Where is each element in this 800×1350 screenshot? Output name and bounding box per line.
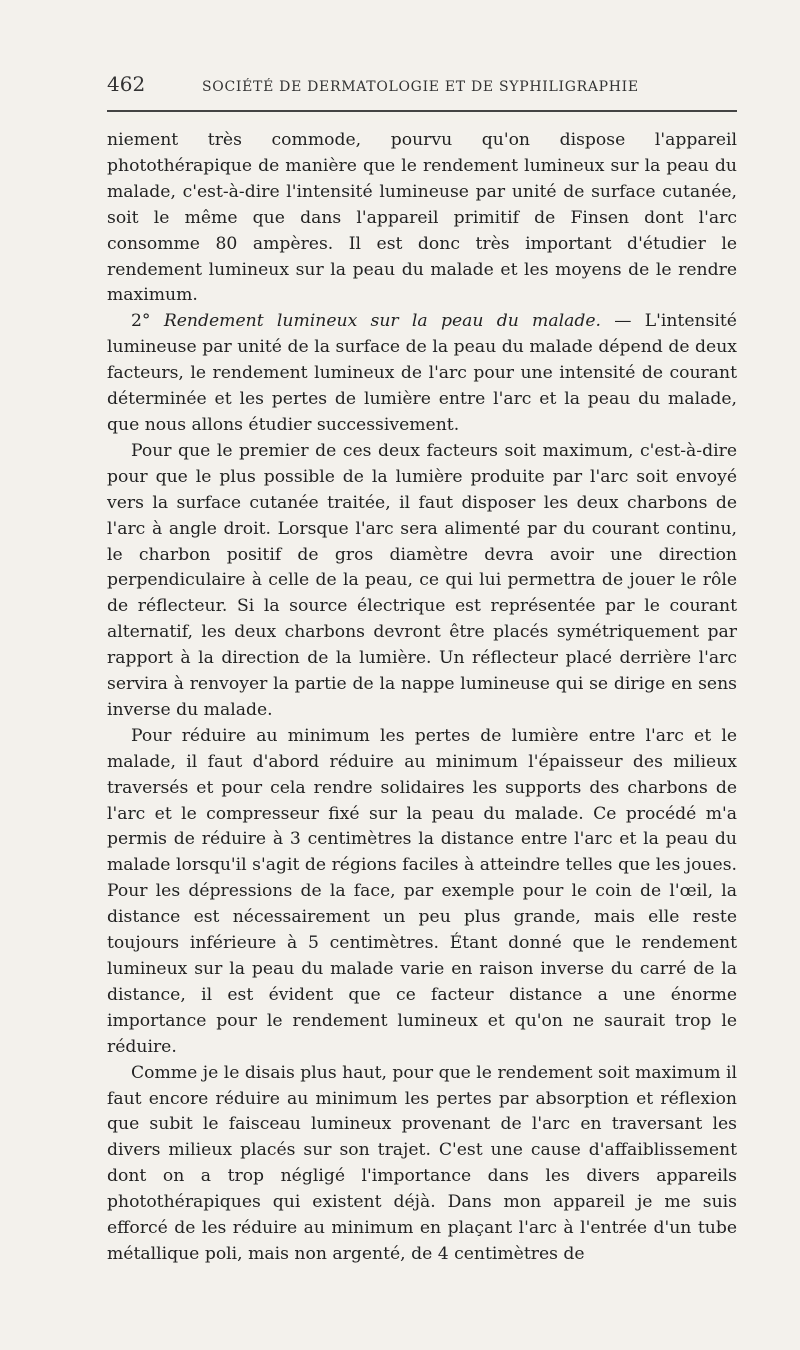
paragraph-5: Comme je le disais plus haut, pour que le rendement soit maximum il faut encore réduire au minimum les pertes par absorption et réflexion que subit le faisceau lumineux provenant de l'arc en traversant les divers milieux placés sur son trajet. C'est une cause d'affaiblissement dont on a trop négligé l'importance dans les divers appareils photothérapiques qui existent déjà. Dans mon appareil je me suis efforcé de les réduire au minimum en plaçant l'arc à l'entrée d'un tube métallique poli, mais non argenté, de 4 centimètres de — [107, 1062, 737, 1264]
paragraph-1: niement très commode, pourvu qu'on dispose l'appareil photothérapique de manière que le rendement lumineux sur la peau du malade, c'est-à-dire l'intensité lumineuse par unité de surface cutanée, soit le même que dans l'appareil primitif de Finsen dont l'arc consomme 80 ampères. Il est donc très important d'étudier le rendement lumineux sur la peau du malade et les moyens de le rendre maximum. — [107, 130, 737, 306]
section-number: 2° — [131, 311, 151, 332]
paragraph-2-text: — L'intensité lumineuse par unité de la surface de la peau du malade dépend de deux facteurs, le rendement lumineux de l'arc pour une intensité de courant déterminée et les pertes de lumière entre l'arc et la peau du malade, que nous allons étudier successivement. — [107, 311, 737, 435]
body-text — [107, 128, 737, 1268]
paragraph-2 — [107, 309, 737, 439]
page-header — [107, 72, 737, 104]
header-rule — [107, 110, 737, 112]
paragraph-3: Pour que le premier de ces deux facteurs soit maximum, c'est-à-dire pour que le plus possible de la lumière produite par l'arc soit envoyé vers la surface cutanée traitée, il faut disposer les deux charbons de l'arc à angle droit. Lorsque l'arc sera alimenté par du courant continu, le charbon positif de gros diamètre devra avoir une direction perpendiculaire à celle de la peau, ce qui lui permettra de jouer le rôle de réflecteur. Si la source électrique est représentée par le courant alternatif, les deux charbons devront être placés symétriquement par rapport à la direction de la lumière. Un réflecteur placé derrière l'arc servira à renvoyer la partie de la nappe lumineuse qui se dirige en sens inverse du malade. — [107, 440, 737, 720]
section-heading: Rendement lumineux sur la peau du malade. — [163, 311, 601, 332]
page-number: 462 — [107, 72, 146, 96]
paragraph-4: Pour réduire au minimum les pertes de lumière entre l'arc et le malade, il faut d'abord réduire au minimum l'épaisseur des milieux traversés et pour cela rendre solidaires les supports des charbons de l'arc et le compresseur fixé sur la peau du malade. Ce procédé m'a permis de réduire à 3 centimètres la distance entre l'arc et la peau du malade lorsqu'il s'agit de régions faciles à atteindre telles que les joues. Pour les dépressions de la face, par exemple pour le coin de l'œil, la distance est nécessairement un peu plus grande, mais elle reste toujours inférieure à 5 centimètres. Étant donné que le rendement lumineux sur la peau du malade varie en raison inverse du carré de la distance, il est évident que ce facteur distance a une énorme importance pour le rendement lumineux et qu'on ne saurait trop le réduire. — [107, 725, 737, 1057]
running-title: SOCIÉTÉ DE DERMATOLOGIE ET DE SYPHILIGRAPHIE — [202, 79, 639, 95]
